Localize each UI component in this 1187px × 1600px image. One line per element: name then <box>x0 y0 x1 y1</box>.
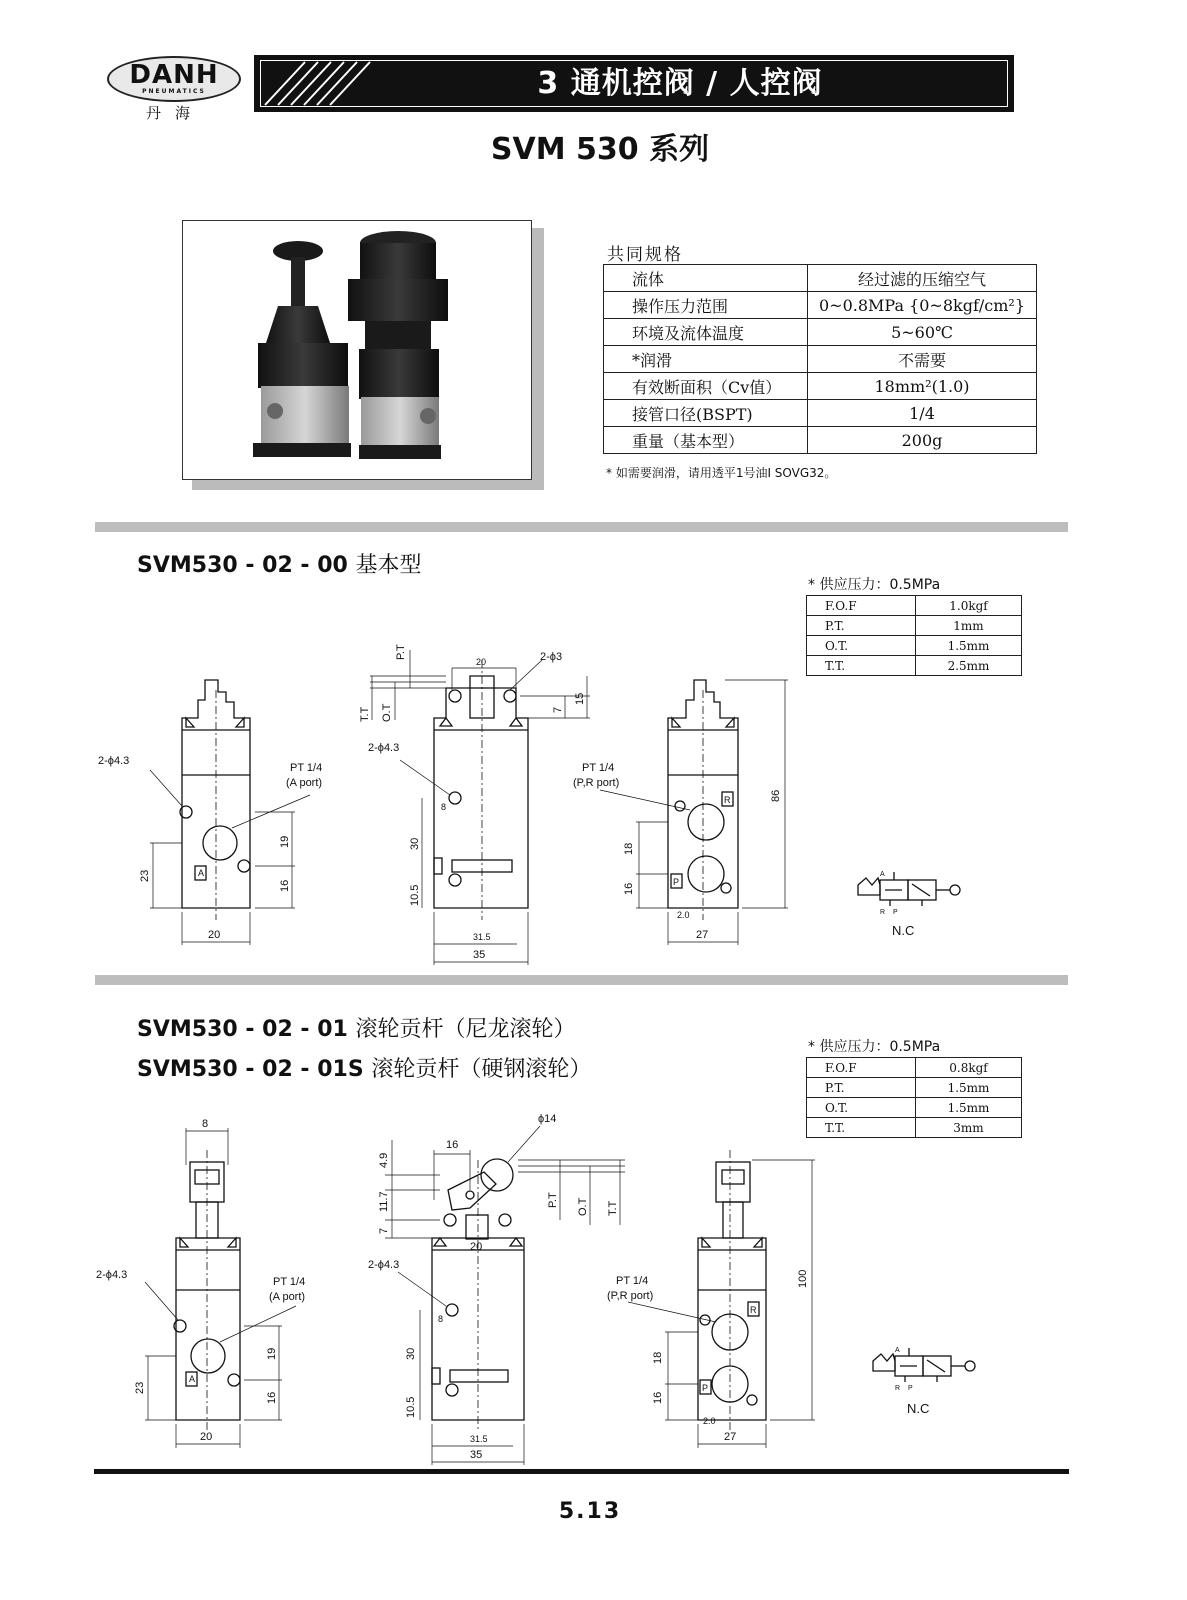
table-row <box>807 636 1022 656</box>
table-row <box>807 656 1022 676</box>
section1-pressure: * 供应压力：0.5MPa <box>808 577 941 593</box>
dim-label: 2-ϕ3 <box>540 651 563 663</box>
symbol-port: R <box>880 909 886 916</box>
dim-label: 8 <box>202 1118 209 1130</box>
symbol-label: N.C <box>907 1401 930 1416</box>
port-label: P <box>673 877 680 887</box>
symbol-port: P <box>908 1385 913 1392</box>
table-row <box>807 1098 1022 1118</box>
force-value: 1mm <box>916 616 1022 636</box>
logo-subtitle: PNEUMATICS <box>142 88 206 95</box>
dim-label: 18 <box>652 1351 664 1364</box>
symbol-port: R <box>895 1385 901 1392</box>
section1-title <box>137 548 422 579</box>
table-row <box>604 346 1037 373</box>
symbol-port: A <box>880 871 885 878</box>
spec-note: * 如需要润滑，请用透平1号油I SOVG32。 <box>606 466 837 480</box>
force-label: O.T. <box>807 636 916 656</box>
side-view-2 <box>385 1126 625 1465</box>
dim-label: 35 <box>473 949 486 961</box>
valve-symbol-2 <box>873 1348 975 1382</box>
front-view-1 <box>150 680 310 945</box>
dim-label: 30 <box>405 1347 417 1360</box>
dim-label: 86 <box>770 789 782 802</box>
dim-label: 11.7 <box>378 1191 390 1212</box>
dim-label: 2-ϕ4.3 <box>96 1269 128 1281</box>
symbol-port: P <box>893 909 898 916</box>
symbol-label: N.C <box>892 923 915 938</box>
section2-force-table <box>806 1057 1022 1138</box>
section-divider <box>95 522 1068 532</box>
table-row <box>604 319 1037 346</box>
dim-label: P.T <box>395 644 407 660</box>
section2-model-1: SVM530 - 02 - 01 <box>137 1017 348 1042</box>
table-row <box>604 373 1037 400</box>
section2-title-2 <box>137 1052 591 1083</box>
dim-label: PT 1/4 <box>273 1276 306 1288</box>
dim-label: (P,R port) <box>573 777 620 789</box>
dim-label: 2-ϕ4.3 <box>368 742 400 754</box>
dim-label: 27 <box>724 1431 737 1443</box>
force-value: 0.8kgf <box>916 1058 1022 1078</box>
section1-model: SVM530 - 02 - 00 <box>137 553 348 578</box>
force-label: F.O.F <box>807 596 916 616</box>
dim-label: T.T <box>607 1200 619 1216</box>
section2-title-1 <box>137 1012 576 1043</box>
dim-label: 35 <box>470 1449 483 1461</box>
side-view-1 <box>370 650 590 965</box>
port-label: A <box>189 1374 196 1384</box>
force-value: 1.5mm <box>916 636 1022 656</box>
dim-label: PT 1/4 <box>290 762 323 774</box>
table-row <box>807 596 1022 616</box>
spec-label: 操作压力范围 <box>604 292 808 319</box>
section-divider <box>95 975 1068 985</box>
force-label: T.T. <box>807 656 916 676</box>
dim-label: PT 1/4 <box>616 1275 649 1287</box>
logo-brand: DANH <box>129 60 219 90</box>
dim-label: 10.5 <box>409 884 421 906</box>
table-row <box>604 427 1037 454</box>
spec-value: 18mm²(1.0) <box>808 373 1037 400</box>
table-row <box>807 616 1022 636</box>
section2-name-1: 滚轮贡杆（尼龙滚轮） <box>355 1017 576 1042</box>
dim-label: 16 <box>446 1139 459 1151</box>
table-row <box>604 265 1037 292</box>
dim-label: (A port) <box>269 1291 306 1303</box>
dim-label: (A port) <box>286 777 323 789</box>
dim-label: 4.9 <box>378 1152 390 1168</box>
dim-label: 15 <box>574 692 586 705</box>
series-title: SVM 530 系列 <box>490 132 710 167</box>
spec-label: 流体 <box>604 265 808 292</box>
dim-label: 20 <box>208 929 221 941</box>
port-label: R <box>724 795 731 805</box>
page-title: 3 通机控阀 / 人控阀 <box>537 66 823 101</box>
rear-view-2 <box>628 1150 815 1448</box>
section2-pressure: * 供应压力：0.5MPa <box>808 1039 941 1055</box>
dim-label: 2.0 <box>703 1416 716 1426</box>
section1-force-table <box>806 595 1022 676</box>
rear-view-1 <box>600 680 788 945</box>
table-row <box>604 400 1037 427</box>
dim-label: 10.5 <box>405 1396 417 1418</box>
dim-label: 30 <box>409 837 421 850</box>
valve-symbol-1 <box>858 872 960 906</box>
section1-name: 基本型 <box>355 553 422 578</box>
dim-label: 2-ϕ4.3 <box>98 755 130 767</box>
footer-rule <box>94 1469 1069 1474</box>
table-row <box>807 1058 1022 1078</box>
dim-label: 2.0 <box>677 910 690 920</box>
port-label: R <box>750 1305 757 1315</box>
dim-label: 16 <box>652 1391 664 1404</box>
dim-label: 7 <box>552 706 564 713</box>
port-label: P <box>702 1383 709 1393</box>
dim-label: O.T <box>577 1197 589 1216</box>
spec-value: 5~60℃ <box>808 319 1037 346</box>
port-label: A <box>198 868 205 878</box>
force-label: F.O.F <box>807 1058 916 1078</box>
dim-label: 16 <box>266 1391 278 1404</box>
dim-label: 23 <box>139 869 151 882</box>
section2-name-2: 滚轮贡杆（硬钢滚轮） <box>371 1057 592 1082</box>
dim-label: 19 <box>279 835 291 848</box>
dim-label: 8 <box>438 1314 444 1324</box>
dim-label: PT 1/4 <box>582 762 615 774</box>
dim-label: 20 <box>470 1241 483 1253</box>
spec-label: 重量（基本型） <box>604 427 808 454</box>
dim-label: 18 <box>623 842 635 855</box>
force-label: O.T. <box>807 1098 916 1118</box>
force-label: P.T. <box>807 616 916 636</box>
force-label: P.T. <box>807 1078 916 1098</box>
valve-photo-illustration <box>183 221 531 479</box>
dim-label: 16 <box>279 879 291 892</box>
force-value: 1.5mm <box>916 1078 1022 1098</box>
force-value: 1.0kgf <box>916 596 1022 616</box>
spec-label: *润滑 <box>604 346 808 373</box>
dim-label: ϕ14 <box>538 1113 557 1125</box>
logo-chinese: 丹海 <box>145 104 204 122</box>
spec-value: 不需要 <box>808 346 1037 373</box>
table-row <box>604 292 1037 319</box>
spec-value: 1/4 <box>808 400 1037 427</box>
dim-label: O.T <box>381 703 393 722</box>
dim-label: P.T <box>547 1192 559 1208</box>
dim-label: 20 <box>200 1431 213 1443</box>
dim-label: 2-ϕ4.3 <box>368 1259 400 1271</box>
symbol-port: A <box>895 1347 900 1354</box>
spec-value: 经过滤的压缩空气 <box>808 265 1037 292</box>
dim-label: 27 <box>696 929 709 941</box>
force-value: 2.5mm <box>916 656 1022 676</box>
spec-table <box>603 264 1037 454</box>
spec-value: 200g <box>808 427 1037 454</box>
spec-caption: 共同规格 <box>607 245 683 265</box>
dim-label: 23 <box>134 1381 146 1394</box>
dim-label: 100 <box>797 1269 809 1288</box>
photo-shadow <box>530 228 544 490</box>
dim-label: 31.5 <box>473 932 491 942</box>
dim-label: 19 <box>266 1347 278 1360</box>
force-label: T.T. <box>807 1118 916 1138</box>
dim-label: (P,R port) <box>607 1290 654 1302</box>
spec-label: 环境及流体温度 <box>604 319 808 346</box>
dim-label: 8 <box>441 802 447 812</box>
dim-label: 7 <box>378 1227 390 1234</box>
page-number: 5.13 <box>558 1499 622 1524</box>
product-photo <box>182 220 532 480</box>
spec-label: 接管口径(BSPT) <box>604 400 808 427</box>
spec-value: 0~0.8MPa {0~8kgf/cm²} <box>808 292 1037 319</box>
table-row <box>807 1078 1022 1098</box>
force-value: 3mm <box>916 1118 1022 1138</box>
dim-label: 31.5 <box>470 1434 488 1444</box>
dim-label: T.T <box>359 706 371 722</box>
force-value: 1.5mm <box>916 1098 1022 1118</box>
dim-label: 20 <box>476 657 487 667</box>
front-view-2 <box>145 1128 296 1448</box>
section2-model-2: SVM530 - 02 - 01S <box>137 1057 364 1082</box>
dim-label: 16 <box>623 882 635 895</box>
table-row <box>807 1118 1022 1138</box>
spec-label: 有效断面积（Cv值） <box>604 373 808 400</box>
